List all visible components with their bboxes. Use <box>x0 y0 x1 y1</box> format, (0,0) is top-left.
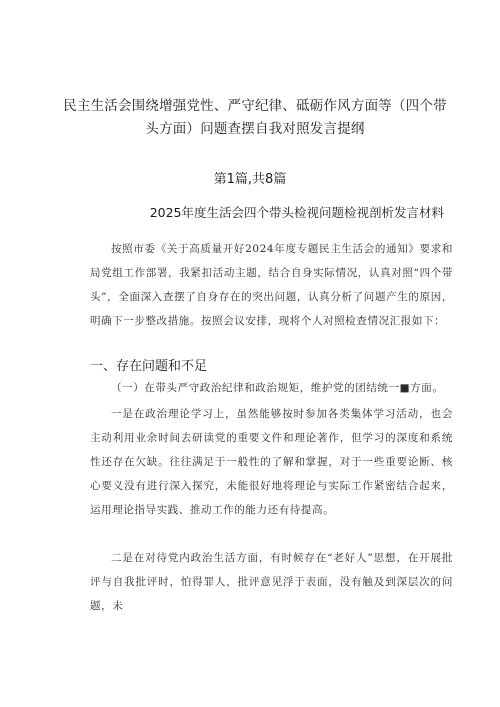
body-paragraph-1: 一是在政治理论学习上，虽然能够按时参加各类集体学习活动，也会主动利用业余时间去研读党的重要文件和理论著作，但学习的深度和系统性还存在欠缺。往往满足于一般性的了解和掌握，对于一些重要论断、核心要义没有进行深入探究，未能很好地将理论与实际工作紧密结合起来，运用理论指导实践、推动工作的能力还有待提高。 <box>90 408 453 516</box>
body-paragraph-2: 二是在对待党内政治生活方面，有时候存在“老好人”思想，在开展批评与自我批评时，怕得罪人，批评意见浮于表面，没有触及到深层次的问题，未 <box>90 552 453 612</box>
part-label: 第1篇,共8篇 <box>213 172 287 187</box>
subsection-heading: （一）在带头严守政治纪律和政治规矩，维护党的团结统一■方面。 <box>111 382 444 394</box>
document-title: 民主生活会围绕增强党性、严守纪律、砥砺作风方面等（四个带头方面）问题查摆自我对照发言提纲 <box>63 98 447 137</box>
intro-paragraph: 按照市委《关于高质量开好2024年度专题民主生活会的通知》要求和局党组工作部署，我紧扣活动主题，结合自身实际情况，认真对照“四个带头”，全面深入查摆了自身存在的突出问题，认真分析了问题产生的原因，明确下一步整改措施。按照会议安排，现将个人对照检查情况汇报如下： <box>90 243 453 327</box>
document-subtitle: 2025年度生活会四个带头检视问题检视剖析发言材料 <box>149 205 444 220</box>
section-heading: 一、存在问题和不足 <box>90 359 208 374</box>
